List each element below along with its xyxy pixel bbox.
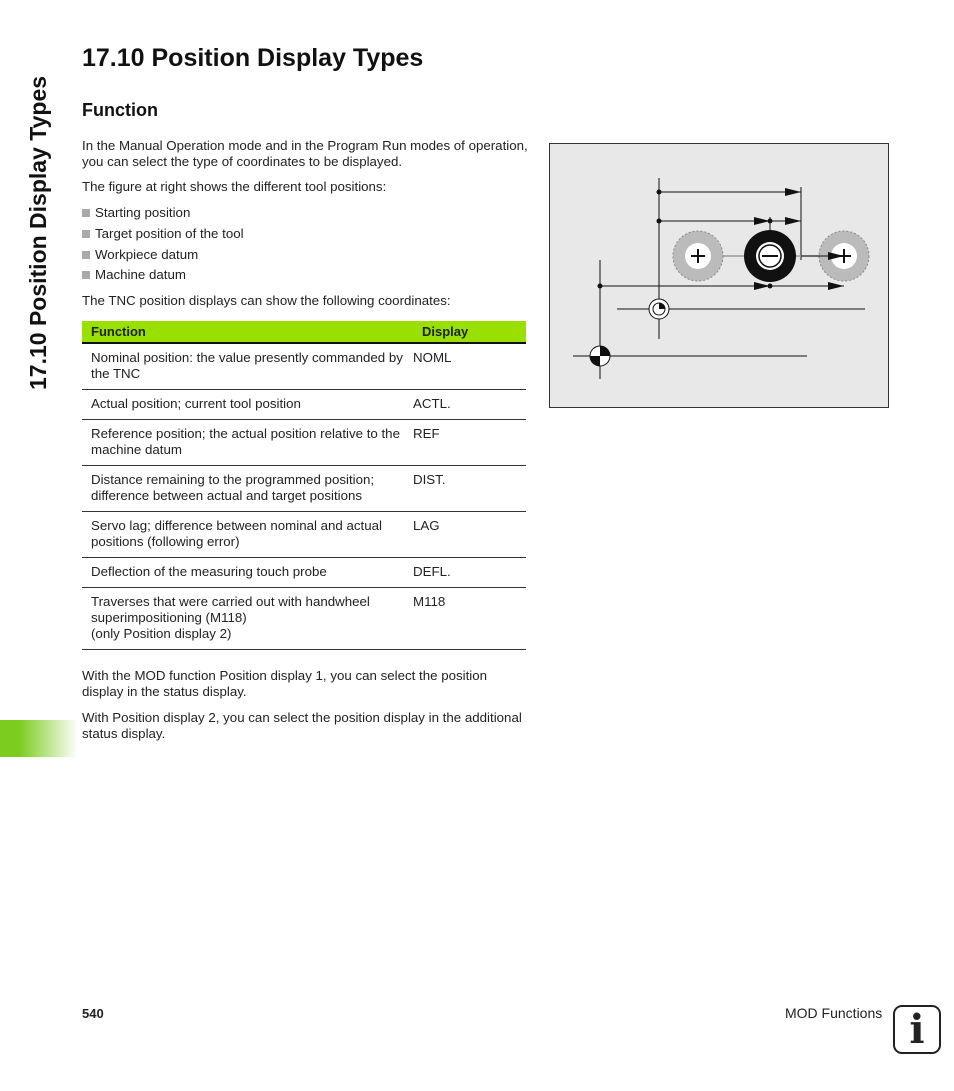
function-cell: Servo lag; difference between nominal and actual positions (following error) [82, 512, 413, 558]
bullet-item: Target position of the tool [82, 226, 244, 241]
function-cell: Actual position; current tool position [82, 390, 413, 420]
header-function: Function [82, 321, 413, 343]
paragraph-position-display-1: With the MOD function Position display 1, you can select the position display in the status display. [82, 668, 488, 699]
function-cell: Traverses that were carried out with handwheel superimpositioning (M118) (only Position display 2) [82, 588, 413, 650]
display-cell: M118 [413, 588, 526, 650]
table-row [82, 343, 526, 390]
current-tool-icon [744, 230, 796, 282]
paragraph-position-display-2: With Position display 2, you can select the position display in the additional status display. [82, 710, 522, 741]
table-row [82, 512, 526, 558]
chapter-tab [0, 720, 78, 757]
side-chapter-title: 17.10 Position Display Types [25, 75, 51, 390]
header-display: Display [413, 321, 526, 343]
table-row [82, 390, 526, 420]
bullet-item: Starting position [82, 205, 190, 220]
figure-caption-text: The figure at right shows the different tool positions: [82, 179, 387, 194]
display-cell: DEFL. [413, 558, 526, 588]
display-cell: DIST. [413, 466, 526, 512]
table-intro: The TNC position displays can show the following coordinates: [82, 293, 451, 308]
display-cell: REF [413, 420, 526, 466]
function-cell: Nominal position: the value presently commanded by the TNC [82, 343, 413, 390]
starting-position-tool-icon [673, 231, 723, 281]
page-title: 17.10 Position Display Types [82, 44, 424, 72]
display-cell: LAG [413, 512, 526, 558]
info-icon: i [893, 1005, 941, 1054]
section-heading: Function [82, 100, 158, 120]
workpiece-datum-icon [649, 299, 669, 319]
function-cell: Distance remaining to the programmed position; difference between actual and target positions [82, 466, 413, 512]
machine-datum-icon [590, 346, 610, 366]
display-cell: NOML [413, 343, 526, 390]
display-cell: ACTL. [413, 390, 526, 420]
function-cell: Reference position; the actual position relative to the machine datum [82, 420, 413, 466]
chapter-name: MOD Functions [785, 1005, 883, 1021]
intro-text: In the Manual Operation mode and in the Program Run modes of operation, you can select the type of coordinates to be displayed. [82, 138, 528, 169]
bullet-item: Workpiece datum [82, 247, 198, 262]
table-row [82, 558, 526, 588]
bullet-item: Machine datum [82, 267, 186, 282]
table-row [82, 588, 526, 650]
coordinates-table [82, 321, 526, 650]
function-cell: Deflection of the measuring touch probe [82, 558, 413, 588]
tool-position-figure [549, 143, 889, 408]
table-row [82, 466, 526, 512]
page-number: 540 [82, 1006, 104, 1021]
table-row [82, 420, 526, 466]
